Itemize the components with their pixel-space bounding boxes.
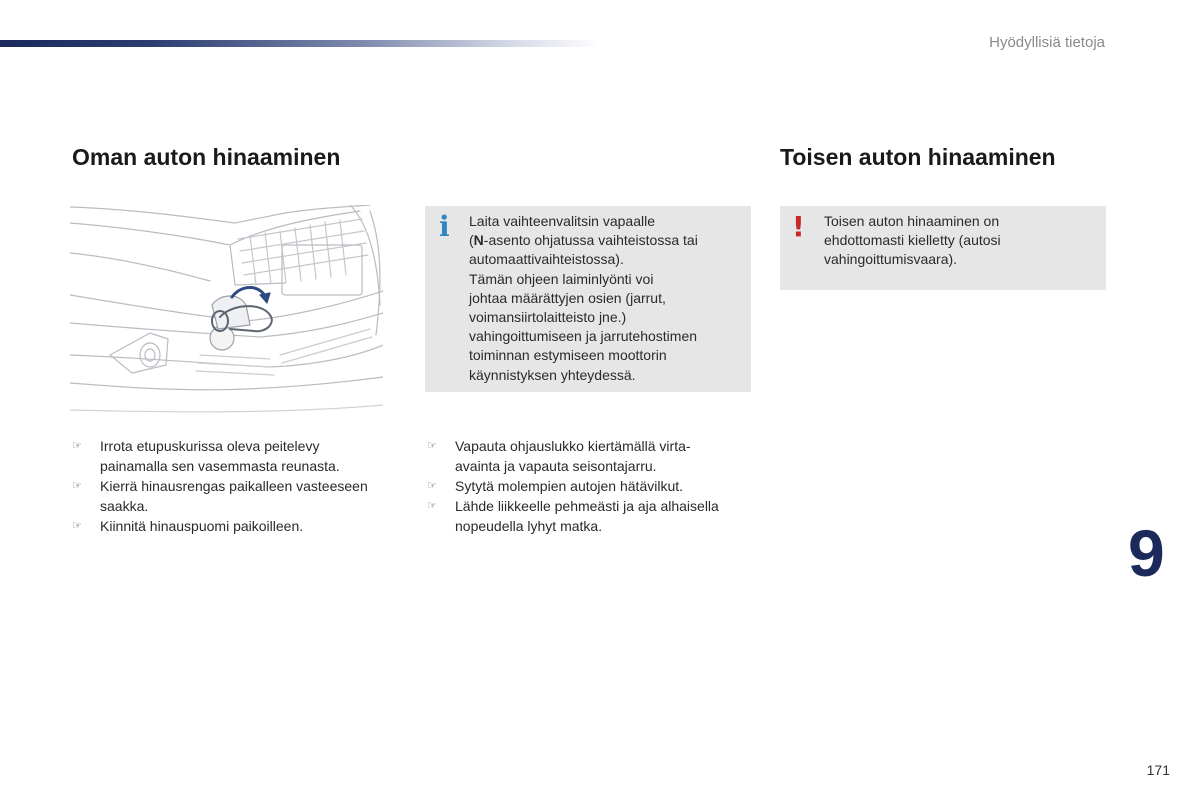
step-text: Kiinnitä hinauspuomi paikoilleen. — [100, 518, 304, 534]
pointing-hand-icon: ☞ — [427, 479, 437, 492]
pointing-hand-icon: ☞ — [72, 439, 82, 452]
step-text: avainta ja vapauta seisontajarru. — [455, 458, 657, 474]
list-item — [72, 436, 402, 476]
info-note-text — [469, 212, 741, 385]
list-item — [72, 516, 402, 536]
warning-note — [780, 206, 1106, 290]
info-icon: i — [439, 210, 450, 243]
step-text: Kierrä hinausrengas paikalleen vasteeseen — [100, 478, 368, 494]
list-item — [427, 436, 757, 476]
step-text: Sytytä molempien autojen hätävilkut. — [455, 478, 684, 494]
warning-note-line: ehdottomasti kielletty (autosi — [824, 232, 1001, 249]
page-number: 171 — [1146, 762, 1170, 778]
left-steps-list — [72, 436, 402, 536]
warning-icon: ! — [792, 210, 805, 243]
left-section-heading: Oman auton hinaaminen — [72, 144, 341, 170]
info-note — [425, 206, 751, 392]
pointing-hand-icon: ☞ — [427, 499, 437, 512]
info-note-line: käynnistyksen yhteydessä. — [469, 366, 636, 383]
pointing-hand-icon: ☞ — [72, 479, 82, 492]
pointing-hand-icon: ☞ — [72, 519, 82, 532]
warning-note-text — [824, 212, 1096, 270]
list-item — [72, 476, 402, 516]
warning-note-line: Toisen auton hinaaminen on — [824, 213, 1000, 229]
step-text: Lähde liikkeelle pehmeästi ja aja alhaisella — [455, 498, 719, 514]
info-note-line: vahingoittumiseen ja jarrutehostimen — [469, 328, 698, 345]
step-text: saakka. — [100, 498, 149, 514]
step-text: Vapauta ohjauslukko kiertämällä virta- — [455, 438, 691, 454]
list-item — [427, 476, 757, 496]
info-note-line: johtaa määrättyjen osien (jarrut, — [469, 289, 666, 306]
info-note-line: automaattivaihteistossa). — [469, 251, 624, 268]
middle-steps-list — [427, 436, 757, 536]
list-item — [427, 496, 757, 536]
right-section-heading: Toisen auton hinaaminen — [780, 144, 1056, 170]
info-note-line: toiminnan estymiseen moottorin — [469, 347, 667, 364]
towing-eye-illustration — [70, 205, 383, 415]
step-text: Irrota etupuskurissa oleva peitelevy — [100, 438, 320, 454]
info-note-line: (N-asento ohjatussa vaihteistossa tai — [469, 232, 698, 249]
info-note-line: Tämän ohjeen laiminlyönti voi — [469, 270, 654, 287]
section-title: Hyödyllisiä tietoja — [989, 34, 1105, 51]
info-note-line: voimansiirtolaitteisto jne.) — [469, 309, 627, 326]
pointing-hand-icon: ☞ — [427, 439, 437, 452]
step-text: painamalla sen vasemmasta reunasta. — [100, 458, 340, 474]
warning-note-line: vahingoittumisvaara). — [824, 251, 958, 268]
info-note-line: Laita vaihteenvalitsin vapaalle — [469, 213, 656, 229]
header-gradient-bar — [0, 40, 600, 47]
chapter-number: 9 — [1128, 516, 1165, 590]
step-text: nopeudella lyhyt matka. — [455, 518, 603, 534]
